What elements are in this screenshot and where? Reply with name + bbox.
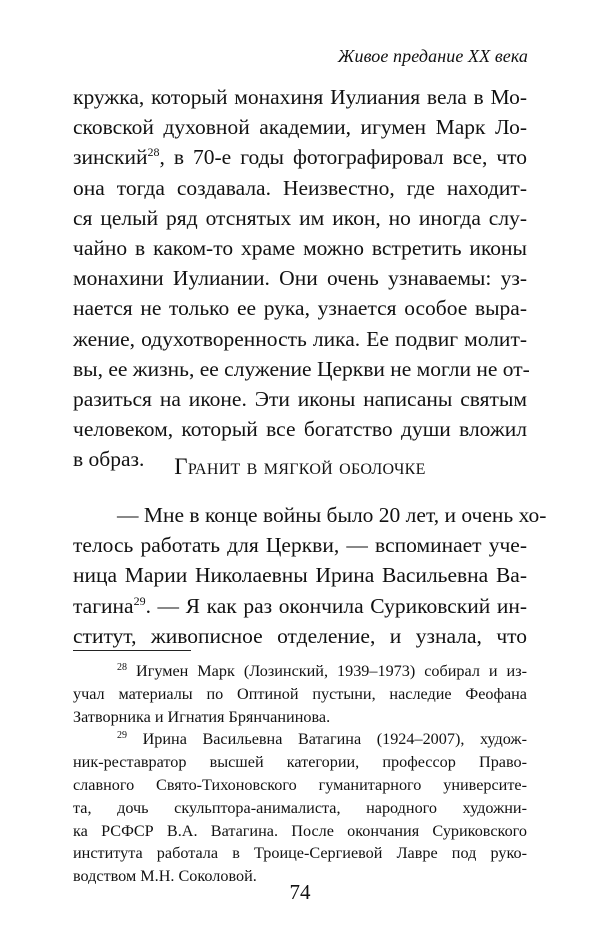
footnote-line: института работала в Троице-Сергиевой Лавре под руко-	[73, 844, 527, 863]
text-line: вы, ее жизнь, ее служение Церкви не могли не от-	[73, 356, 530, 381]
text-segment: . — Я как раз окончила Суриковский ин-	[145, 593, 527, 618]
text-line: человеком, который все богатство души вложил	[73, 417, 527, 442]
footnote-line: водством М.Н. Соколовой.	[73, 867, 257, 886]
footnote-line	[73, 660, 527, 683]
text-segment: зинский	[73, 145, 148, 170]
text-segment: тагина	[73, 593, 134, 618]
text-segment: Игумен Марк (Лозинский, 1939–1973) собирал и из-	[136, 662, 528, 680]
text-segment: , в 70-е годы фотографировал все, что	[159, 145, 527, 170]
text-line: монахини Иулиании. Они очень узнаваемы: уз-	[73, 266, 527, 291]
footnotes	[73, 660, 527, 888]
paragraph-2	[73, 500, 547, 651]
text-line: — Мне в конце войны было 20 лет, и очень хо-	[117, 503, 547, 527]
text-line: нается не только ее рука, узнается особое выра-	[73, 296, 527, 321]
section-heading: Гранит в мягкой оболочке	[174, 454, 426, 479]
footnote-line: учал материалы по Оптиной пустыни, наследие Феофана	[73, 684, 527, 703]
text-line: в образ.	[73, 447, 145, 472]
footnote-number: 29	[117, 730, 127, 742]
text-line: она тогда создавала. Неизвестно, где находит-	[73, 175, 527, 200]
text-line: ститут, живописное отделение, и узнала, что	[73, 623, 527, 648]
text-line	[73, 142, 527, 172]
footnote-ref-29[interactable]: 29	[133, 593, 146, 608]
text-line	[73, 591, 527, 621]
text-line: кружка, который монахиня Иулиания вела в Мо-	[73, 85, 527, 109]
text-segment: Ирина Васильевна Ватагина (1924–2007), худож-	[142, 730, 528, 749]
footnote-line: ник-реставратор высшей категории, профессор Право-	[73, 753, 527, 772]
footnote-28	[73, 660, 527, 728]
footnote-line: та, дочь скульптора-анималиста, народного художни-	[73, 798, 527, 817]
footnote-divider	[73, 650, 191, 651]
footnote-ref-28[interactable]: 28	[147, 145, 160, 160]
text-line: жение, одухотворенность лика. Ее подвиг молит-	[73, 326, 527, 351]
footnote-29	[73, 728, 527, 888]
page-number: 74	[289, 880, 311, 904]
footnote-line: Затворника и Игнатия Брянчанинова.	[73, 707, 331, 726]
paragraph-1	[73, 82, 530, 474]
text-line: разиться на иконе. Эти иконы написаны святым	[73, 386, 527, 411]
footnote-line	[73, 728, 527, 751]
running-head: Живое предание XX века	[337, 46, 528, 66]
text-line: ся целый ряд отснятых им икон, но иногда слу-	[73, 205, 527, 230]
footnote-line: ка РСФСР В.А. Ватагина. После окончания Суриковского	[73, 821, 527, 840]
text-line: ница Марии Николаевны Ирина Васильевна Ва-	[73, 563, 527, 588]
text-line: чайно в каком-то храме можно встретить иконы	[73, 235, 527, 260]
text-line: телось работать для Церкви, — вспоминает уче-	[73, 533, 527, 558]
text-line: сковской духовной академии, игумен Марк Ло-	[73, 115, 527, 140]
footnote-number: 28	[117, 662, 127, 673]
footnote-line: славного Свято-Тихоновского гуманитарного университе-	[73, 775, 527, 794]
